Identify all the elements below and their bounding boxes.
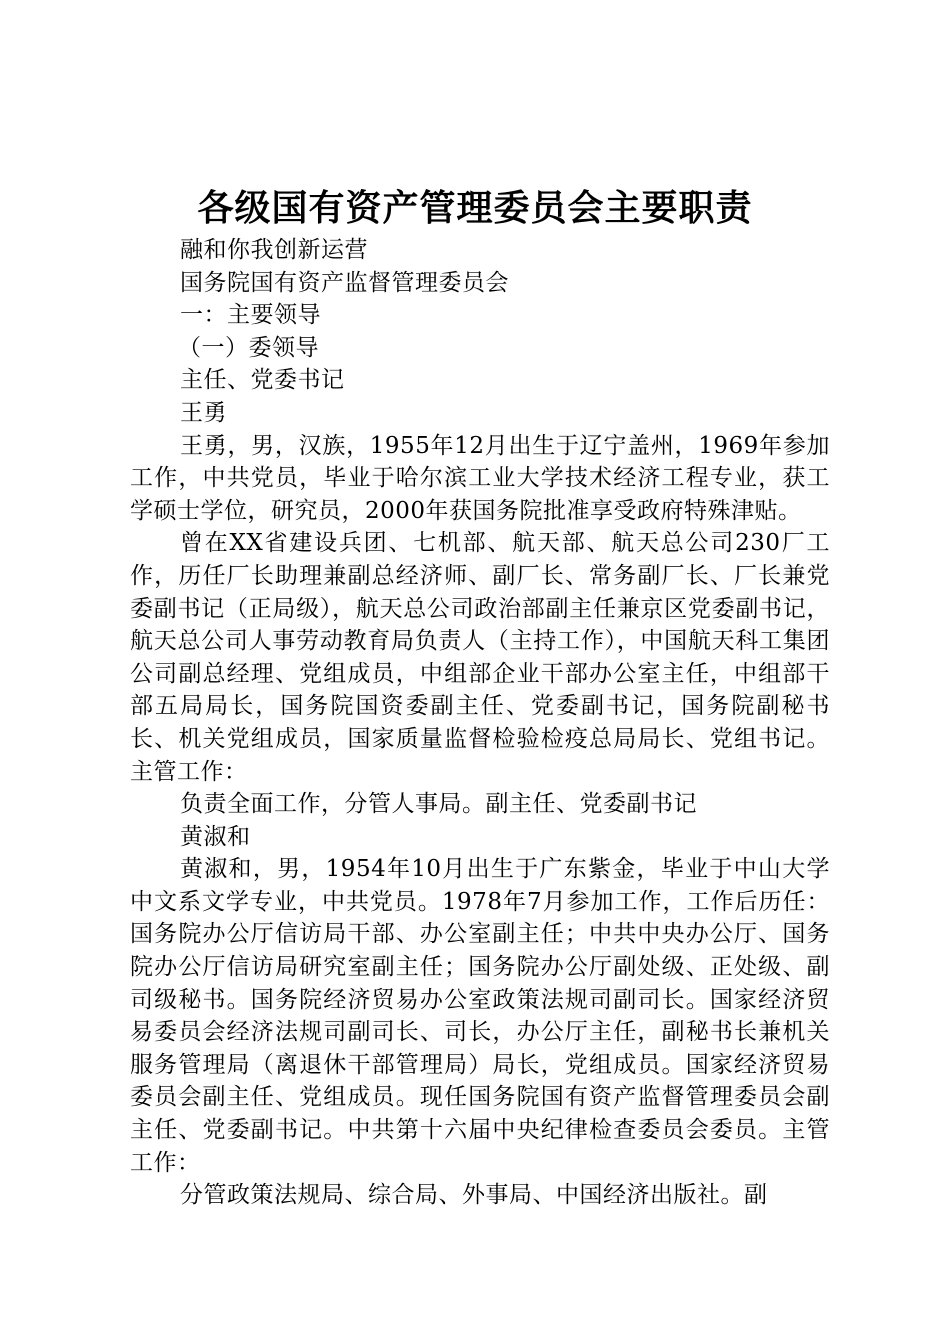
responsibility-line: 负责全面工作，分管人事局。副主任、党委副书记 [180, 791, 697, 818]
section-heading: 一：主要领导 [180, 302, 321, 329]
responsibility-paragraph: 分管政策法规局、综合局、外事局、中国经济出版社。副 [180, 1182, 768, 1209]
document-title: 各级国有资产管理委员会主要职责 [197, 187, 753, 229]
career-paragraph: 曾在XX省建设兵团、七机部、航天部、航天总公司230厂工作，历任厂长助理兼副总经济师、副厂长、常务副厂长、厂长兼党委副书记（正局级），航天总公司政治部副主任兼京区党委副书记，航天总公司人事劳动教育局负责人（主持工作），中国航天科工集团公司副总经理、党组成员，中组部企业干部办公室主任，中组部干部五局局长，国务院国资委副主任、党委副书记，国务院副秘书长、机关党组成员，国家质量监督检验检疫总局局长、党组书记。主管工作： [130, 530, 830, 785]
subsection-heading: （一）委领导 [178, 334, 319, 361]
position-title: 主任、党委书记 [180, 367, 345, 394]
document-body [130, 234, 830, 1212]
subtitle-line: 融和你我创新运营 [180, 237, 368, 263]
person-name: 王勇 [180, 399, 227, 426]
organization-name: 国务院国有资产监督管理委员会 [180, 269, 509, 296]
biography-paragraph: 黄淑和，男，1954年10月出生于广东紫金，毕业于中山大学中文系文学专业，中共党员。1978年7月参加工作，工作后历任：国务院办公厅信访局干部、办公室副主任；中共中央办公厅、国务院办公厅信访局研究室副主任；国务院办公厅副处级、正处级、副司级秘书。国务院经济贸易办公室政策法规司副司长。国家经济贸易委员会经济法规司副司长、司长，办公厅主任，副秘书长兼机关服务管理局（离退休干部管理局）局长，党组成员。国家经济贸易委员会副主任、党组成员。现任国务院国有资产监督管理委员会副主任、党委副书记。中共第十六届中央纪律检查委员会委员。主管工作： [130, 856, 830, 1176]
biography-paragraph: 王勇，男，汉族，1955年12月出生于辽宁盖州，1969年参加工作，中共党员，毕业于哈尔滨工业大学技术经济工程专业，获工学硕士学位，研究员，2000年获国务院批准享受政府特殊津贴。 [130, 432, 830, 524]
person-name: 黄淑和 [180, 823, 251, 850]
